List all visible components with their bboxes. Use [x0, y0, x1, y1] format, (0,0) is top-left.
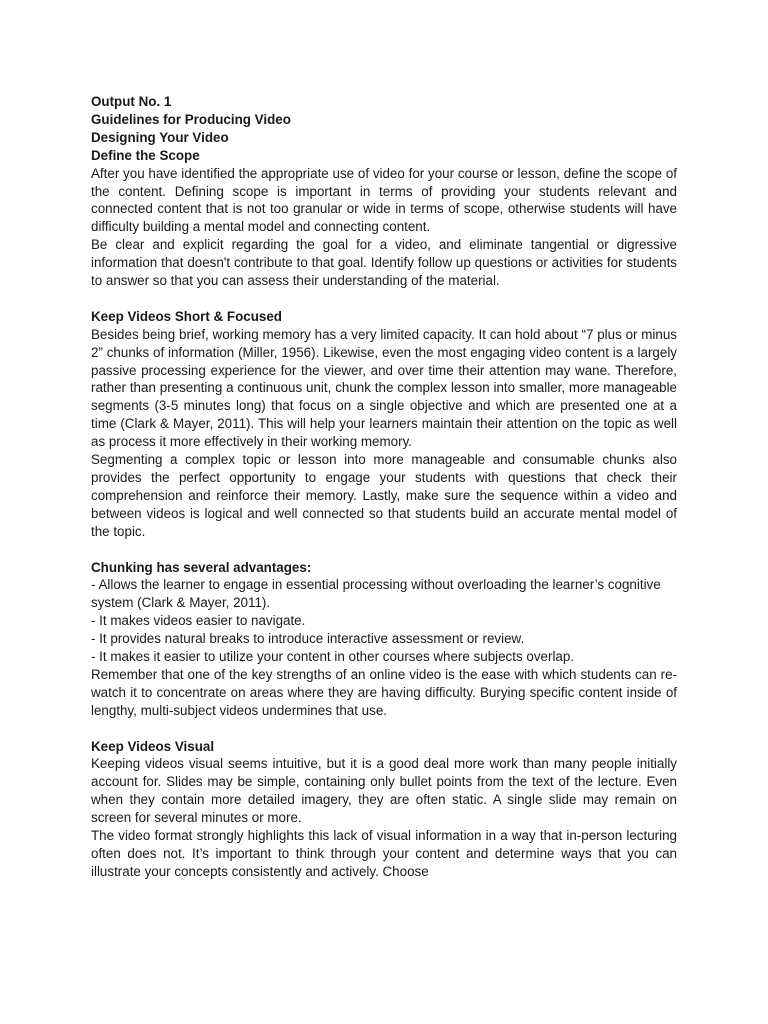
scope-paragraph-2: Be clear and explicit regarding the goal for a video, and eliminate tangential or digressive information that doesn't contribute to that goal. Identify follow up questions or activities for students to answer so that you can assess their understanding of the material.	[91, 237, 677, 289]
section-heading-visual: Keep Videos Visual	[91, 738, 215, 754]
spacer	[91, 290, 677, 308]
visual-paragraph-2: The video format strongly highlights this lack of visual information in a way that in-person lecturing often does not. It’s important to think through your content and determine ways that you can illustrate your concepts consistently and actively. Choose	[91, 828, 677, 879]
document-subtitle: Designing Your Video	[91, 129, 229, 145]
short-paragraph-2: Segmenting a complex topic or lesson into more manageable and consumable chunks also provides the perfect opportunity to engage your students with questions that check their comprehension and reinforce their memory. Lastly, make sure the sequence within a video and between videos is logical and well connected so that students build an accurate mental model of the topic.	[91, 452, 677, 539]
section-heading-scope: Define the Scope	[91, 147, 200, 163]
list-item: - It makes videos easier to navigate.	[91, 613, 306, 629]
list-item: - It makes it easier to utilize your content in other courses where subjects overlap.	[91, 649, 575, 665]
section-heading-chunking: Chunking has several advantages:	[91, 559, 312, 575]
visual-paragraph-1: Keeping videos visual seems intuitive, but it is a good deal more work than many people initially account for. Slides may be simple, containing only bullet points from the text of the lecture. Even when they contain more detailed imagery, they are often static. A single slide may remain on screen for several minutes or more.	[91, 756, 677, 826]
short-paragraph-1: Besides being brief, working memory has a very limited capacity. It can hold about “7 plus or minus 2” chunks of information (Miller, 1956). Likewise, even the most engaging video content is a largely passive processing experience for the viewer, and over time their attention may wane. Therefore, rather than presenting a continuous unit, chunk the complex lesson into smaller, more manageable segments (3-5 minutes long) that focus on a single objective and which are presented one at a time (Clark & Mayer, 2011). This will help your learners maintain their attention on the topic as well as process it more effectively in their working memory.	[91, 326, 677, 450]
output-number: Output No. 1	[91, 94, 172, 109]
document-title: Guidelines for Producing Video	[91, 111, 291, 127]
spacer	[91, 720, 677, 738]
scope-paragraph-1: After you have identified the appropriate use of video for your course or lesson, define the scope of the content. Defining scope is important in terms of providing your students relevant and connected content that is not too granular or wide in terms of scope, otherwise students will have difficulty building a mental model and connecting content.	[91, 165, 677, 235]
list-item: - Allows the learner to engage in essential processing without overloading the learner’s cognitive system (Clark & Mayer, 2011).	[91, 577, 661, 611]
chunking-paragraph-1: Remember that one of the key strengths of an online video is the ease with which students can re-watch it to concentrate on areas where they are having difficulty. Burying specific content inside of lengthy, multi-subject videos undermines that use.	[91, 666, 677, 718]
spacer	[91, 541, 677, 559]
document-page	[91, 93, 677, 881]
section-heading-short: Keep Videos Short & Focused	[91, 308, 282, 324]
list-item: - It provides natural breaks to introduce interactive assessment or review.	[91, 631, 525, 647]
